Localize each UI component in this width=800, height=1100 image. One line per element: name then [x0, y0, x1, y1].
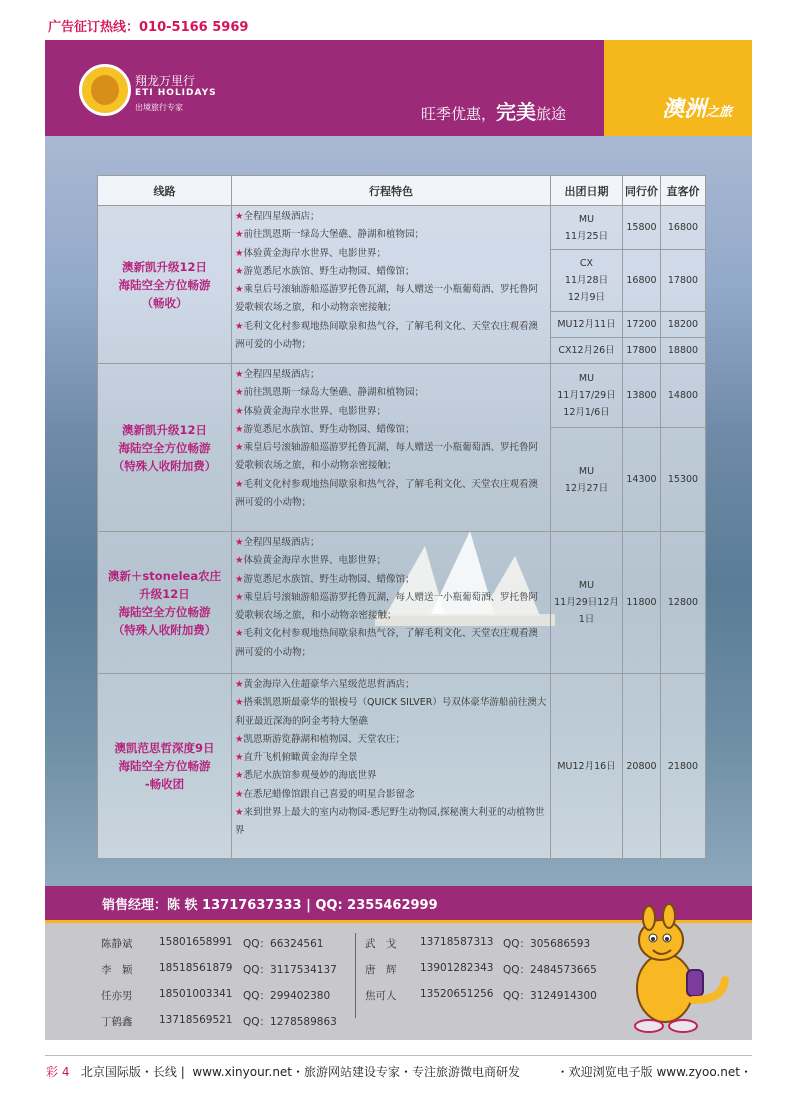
- slogan-big: 完美: [496, 100, 537, 124]
- page-title: [662, 92, 732, 123]
- feature-item: [235, 552, 547, 570]
- feature-text: 在悉尼蜡像馆跟自己喜爱的明星合影留念: [243, 788, 415, 800]
- feature-item: [235, 263, 547, 281]
- header-direct-price: 直客价: [661, 176, 706, 206]
- kangaroo-mascot-icon: [603, 900, 733, 1040]
- feature-text: 乘皇后号滚轴游船巡游罗托鲁瓦湖，每人赠送一小瓶葡萄酒、罗托鲁阿爱歌顿农场之旅，和小动物亲密接触；: [235, 591, 539, 622]
- direct-price: 18200: [661, 312, 706, 338]
- star-icon: ★: [235, 573, 244, 585]
- feature-item: [235, 421, 547, 439]
- feature-item: [235, 208, 547, 226]
- star-icon: ★: [235, 555, 244, 567]
- feature-item: [235, 731, 547, 749]
- departure-line: CX: [579, 258, 594, 269]
- feature-text: 游览悉尼水族馆、野生动物园、蜡像馆；: [243, 423, 415, 435]
- direct-price: 15300: [661, 428, 706, 532]
- departure-date: [551, 206, 623, 250]
- departure-line: 1日: [578, 614, 595, 625]
- star-icon: ★: [235, 733, 244, 745]
- contact-phone: 18518561879: [159, 962, 233, 974]
- star-icon: ★: [235, 591, 244, 603]
- feature-text: 凯恩斯游览静湖和植物园、天堂农庄；: [243, 733, 406, 745]
- direct-price: 18800: [661, 338, 706, 364]
- table-row: [98, 674, 706, 859]
- brand-subtitle: 出境旅行专家: [135, 103, 183, 112]
- peer-price: 17800: [623, 338, 661, 364]
- star-icon: ★: [235, 284, 244, 296]
- feature-item: [235, 571, 547, 589]
- route-table-body: [98, 206, 706, 859]
- route-table: [97, 175, 706, 859]
- star-icon: ★: [235, 478, 244, 490]
- header-peer-price: 同行价: [623, 176, 661, 206]
- peer-price: 14300: [623, 428, 661, 532]
- route-name-line: 海陆空全方位畅游: [118, 759, 211, 773]
- departure-date: [551, 364, 623, 428]
- route-features: [232, 206, 551, 364]
- route-name-line: 海陆空全方位畅游: [118, 604, 211, 619]
- route-features: [232, 364, 551, 532]
- star-icon: ★: [235, 229, 244, 241]
- feature-item: [235, 804, 547, 841]
- route-name-line: 海陆空全方位畅游: [118, 277, 211, 292]
- contact-qq: QQ：1278589863: [243, 1016, 337, 1028]
- route-name-line: -畅收团: [144, 777, 185, 791]
- sales-manager-text: 销售经理：陈 轶 13717637333 | QQ: 2355462999: [102, 898, 438, 913]
- route-name-line: 澳凯范思哲深度9日: [114, 741, 215, 755]
- feature-text: 毛利文化村参观地热间歇泉和热气谷，了解毛利文化、天堂农庄观看澳洲可爱的小动物；: [235, 478, 539, 509]
- contact-name: 焦可人: [365, 990, 397, 1002]
- feature-item: [235, 245, 547, 263]
- header-banner: [45, 40, 752, 136]
- departure-date: [551, 338, 623, 364]
- star-icon: ★: [235, 679, 244, 690]
- contact-name: 陈静斌: [101, 938, 133, 950]
- contact-phone: 13718569521: [159, 1014, 233, 1026]
- star-icon: ★: [235, 369, 244, 380]
- departure-date: [551, 532, 623, 674]
- peer-price: 15800: [623, 206, 661, 250]
- route-name: [98, 674, 232, 859]
- feature-text: 全程四星级酒店；: [243, 211, 320, 222]
- star-icon: ★: [235, 788, 244, 800]
- feature-text: 直升飞机俯瞰黄金海岸全景: [243, 752, 358, 764]
- brand-name-cn: 翔龙万里行: [135, 74, 196, 88]
- feature-item: [235, 318, 547, 355]
- route-features: [232, 532, 551, 674]
- feature-item: [235, 589, 547, 626]
- star-icon: ★: [235, 387, 244, 399]
- website-info: www.xinyour.net・旅游网站建设专家・专注旅游微电商研发: [192, 1065, 521, 1079]
- contact-phone: 13901282343: [420, 962, 494, 974]
- route-name-line: （特殊人收附加费）: [112, 458, 217, 473]
- brand-name-en: ETI HOLIDAYS: [135, 88, 217, 98]
- feature-text: 乘皇后号滚轴游船巡游罗托鲁瓦湖，每人赠送一小瓶葡萄酒、罗托鲁阿爱歌顿农场之旅，和小动物亲密接触；: [235, 284, 539, 314]
- route-name-line: （特殊人收附加费）: [112, 622, 217, 637]
- kangaroo-logo-icon: [79, 64, 131, 116]
- edition: 北京国际版・长线: [80, 1065, 177, 1079]
- contact-qq: QQ：305686593: [503, 938, 591, 950]
- feature-item: [235, 403, 547, 421]
- star-icon: ★: [235, 807, 244, 819]
- route-name-line: 澳新凯升级12日: [121, 259, 207, 274]
- star-icon: ★: [235, 265, 244, 277]
- star-icon: ★: [235, 628, 244, 640]
- contact-qq: QQ：2484573665: [503, 964, 597, 976]
- feature-text: 来到世界上最大的室内动物园-悉尼野生动物园,探秘澳大利亚的动植物世界: [235, 807, 545, 837]
- header-features: 行程特色: [232, 176, 551, 206]
- peer-price: 16800: [623, 250, 661, 312]
- peer-price: 13800: [623, 364, 661, 428]
- feature-item: [235, 694, 547, 731]
- star-icon: ★: [235, 697, 244, 709]
- header-departure: 出团日期: [551, 176, 623, 206]
- contact-phone: 15801658991: [159, 936, 233, 948]
- star-icon: ★: [235, 320, 244, 332]
- feature-item: [235, 534, 547, 552]
- departure-date: [551, 674, 623, 859]
- star-icon: ★: [235, 770, 244, 782]
- contact-name: 李 颖: [101, 964, 133, 976]
- departure-line: 12月1/6日: [563, 407, 610, 418]
- contact-phone: 13718587313: [420, 936, 494, 948]
- star-icon: ★: [235, 537, 244, 548]
- feature-text: 毛利文化村参观地热间歇泉和热气谷，了解毛利文化、天堂农庄观看澳洲可爱的小动物；: [235, 320, 539, 351]
- feature-text: 黄金海岸入住超豪华六星级范思哲酒店；: [243, 679, 415, 690]
- table-row: [98, 206, 706, 250]
- contact-qq: QQ：299402380: [243, 990, 331, 1002]
- page-title-small: 之旅: [705, 105, 732, 120]
- star-icon: ★: [235, 405, 244, 417]
- departure-line: 11月17/29日: [557, 390, 616, 401]
- feature-text: 全程四星级酒店；: [243, 537, 320, 548]
- departure-line: 12月9日: [567, 292, 606, 303]
- departure-line: MU: [578, 580, 595, 591]
- feature-item: [235, 439, 547, 476]
- departure-date: [551, 312, 623, 338]
- feature-item: [235, 625, 547, 662]
- table-row: [98, 532, 706, 674]
- departure-line: 11月25日: [564, 230, 609, 242]
- feature-item: [235, 749, 547, 767]
- feature-text: 乘皇后号滚轴游船巡游罗托鲁瓦湖，每人赠送一小瓶葡萄酒、罗托鲁阿爱歌顿农场之旅，和小动物亲密接触；: [235, 442, 539, 472]
- footer-rule: [45, 1055, 752, 1056]
- feature-text: 毛利文化村参观地热间歇泉和热气谷，了解毛利文化、天堂农庄观看澳洲可爱的小动物；: [235, 628, 539, 658]
- table-row: [98, 364, 706, 428]
- contacts-divider: [355, 933, 356, 1018]
- feature-item: [235, 767, 547, 785]
- peer-price: 11800: [623, 532, 661, 674]
- feature-item: [235, 786, 547, 804]
- direct-price: 14800: [661, 364, 706, 428]
- route-name: [98, 532, 232, 674]
- feature-item: [235, 281, 547, 318]
- direct-price: 16800: [661, 206, 706, 250]
- star-icon: ★: [235, 211, 244, 222]
- star-icon: ★: [235, 442, 244, 454]
- star-icon: ★: [235, 247, 244, 259]
- feature-text: 游览悉尼水族馆、野生动物园、蜡像馆；: [243, 265, 415, 277]
- route-name-line: 澳新＋stonelea农庄: [107, 568, 222, 583]
- route-name: [98, 206, 232, 364]
- contact-qq: QQ：3124914300: [503, 990, 597, 1002]
- route-features: [232, 674, 551, 859]
- feature-text: 游览悉尼水族馆、野生动物园、蜡像馆；: [243, 573, 415, 585]
- contact-phone: 18501003341: [159, 988, 233, 1000]
- route-name: [98, 364, 232, 532]
- feature-text: 体验黄金海岸水世界、电影世界；: [243, 247, 387, 259]
- poster-frame: [45, 40, 752, 1040]
- departure-line: CX12月26日: [558, 345, 615, 356]
- star-icon: ★: [235, 423, 244, 435]
- feature-text: 全程四星级酒店；: [243, 369, 320, 380]
- route-name-line: 澳新凯升级12日: [121, 422, 207, 437]
- feature-item: [235, 366, 547, 384]
- slogan-prefix: 旺季优惠，: [421, 105, 497, 123]
- direct-price: 21800: [661, 674, 706, 859]
- footer-right: ・欢迎浏览电子版 www.zyoo.net・: [556, 1065, 752, 1079]
- footer-left: 彩 4 北京国际版・长线 | www.xinyour.net・旅游网站建设专家・专注旅游微电商研发: [46, 1065, 521, 1079]
- feature-item: [235, 676, 547, 694]
- departure-line: MU12月16日: [557, 760, 616, 772]
- star-icon: ★: [235, 752, 244, 764]
- contact-name: 武 戈: [365, 938, 397, 950]
- page-title-main: 澳洲: [661, 97, 706, 122]
- table-header-row: [98, 176, 706, 206]
- departure-line: 12月27日: [564, 482, 609, 494]
- departure-date: [551, 428, 623, 532]
- feature-text: 悉尼水族馆参观曼妙的海底世界: [243, 770, 377, 782]
- direct-price: 17800: [661, 250, 706, 312]
- contact-name: 唐 辉: [365, 964, 397, 976]
- feature-item: [235, 384, 547, 402]
- feature-text: 前往凯恩斯一绿岛大堡礁、静湖和植物园；: [243, 229, 425, 241]
- route-name-line: 海陆空全方位畅游: [118, 440, 211, 455]
- departure-date: [551, 250, 623, 312]
- feature-text: 体验黄金海岸水世界、电影世界；: [243, 405, 387, 417]
- departure-line: 11月29日12月: [554, 597, 619, 608]
- slogan: [421, 96, 566, 125]
- feature-text: 前往凯恩斯一绿岛大堡礁、静湖和植物园；: [243, 387, 425, 399]
- departure-line: MU12月11日: [557, 319, 616, 330]
- departure-line: MU: [578, 465, 595, 477]
- contact-qq: QQ：66324561: [243, 938, 324, 950]
- departure-line: MU: [578, 213, 595, 225]
- contact-qq: QQ：3117534137: [243, 964, 337, 976]
- peer-price: 17200: [623, 312, 661, 338]
- direct-price: 12800: [661, 532, 706, 674]
- feature-item: [235, 226, 547, 244]
- route-name-line: （畅收）: [141, 295, 188, 310]
- peer-price: 20800: [623, 674, 661, 859]
- departure-line: 11月28日: [564, 275, 609, 286]
- feature-item: [235, 476, 547, 513]
- feature-text: 搭乘凯恩斯最豪华的银梭号（QUICK SILVER）号双体豪华游船前往澳大利亚最近深海的阿金考特大堡礁: [235, 697, 547, 727]
- slogan-suffix: 旅途: [536, 105, 567, 123]
- ad-hotline: 广告征订热线：010-5166 5969: [48, 20, 249, 35]
- feature-text: 体验黄金海岸水世界、电影世界；: [243, 555, 387, 567]
- route-name-line: 升级12日: [139, 586, 190, 601]
- contact-name: 丁鹤鑫: [101, 1016, 133, 1028]
- contact-name: 任亦男: [101, 990, 133, 1002]
- header-route: 线路: [98, 176, 232, 206]
- departure-line: MU: [578, 373, 595, 384]
- page-number: 彩 4: [46, 1065, 70, 1079]
- contact-phone: 13520651256: [420, 988, 494, 1000]
